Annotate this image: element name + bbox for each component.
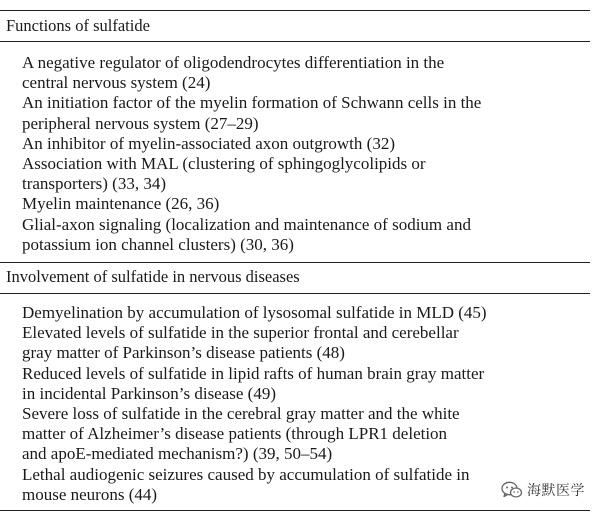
list-item-line: matter of Alzheimer’s disease patients (through LPR1 deletion xyxy=(22,424,448,444)
list-item-line: An initiation factor of the myelin formation of Schwann cells in the xyxy=(22,93,482,113)
list-item-line: Severe loss of sulfatide in the cerebral gray matter and the white xyxy=(22,404,460,424)
section-functions-title: Functions of sulfatide xyxy=(6,16,150,35)
section-divider-rule xyxy=(0,262,590,263)
watermark xyxy=(499,478,587,502)
list-item-line: potassium ion channel clusters) (30, 36) xyxy=(22,234,294,254)
list-item xyxy=(0,215,590,255)
list-item xyxy=(0,323,590,363)
list-item-line: Demyelination by accumulation of lysosomal sulfatide in MLD (45) xyxy=(22,303,487,322)
list-item-line: Myelin maintenance (26, 36) xyxy=(22,194,220,214)
list-item-line: in incidental Parkinson’s disease (49) xyxy=(22,383,277,403)
list-item-line: and apoE-mediated mechanism?) (39, 50–54) xyxy=(22,444,333,464)
section-diseases-header-rule xyxy=(0,293,590,294)
table-top-rule xyxy=(0,10,590,11)
table-bottom-rule xyxy=(0,510,590,511)
list-item-line: Glial-axon signaling (localization and maintenance of sodium and xyxy=(22,214,471,234)
list-item xyxy=(0,134,590,154)
list-item-line: gray matter of Parkinson’s disease patients (48) xyxy=(22,343,345,363)
list-item-line: Reduced levels of sulfatide in lipid rafts of human brain gray matter xyxy=(22,363,485,383)
list-item xyxy=(0,303,590,323)
list-item-line: Lethal audiogenic seizures caused by accumulation of sulfatide in xyxy=(22,464,470,484)
list-item-line: central nervous system (24) xyxy=(22,73,211,93)
list-item-line: mouse neurons (44) xyxy=(22,484,158,504)
list-item-line: A negative regulator of oligodendrocytes differentiation in the xyxy=(22,53,445,72)
list-item-line: An inhibitor of myelin-associated axon outgrowth (32) xyxy=(22,133,395,153)
watermark-text: 海默医学 xyxy=(527,483,585,499)
section-diseases-title: Involvement of sulfatide in nervous diseases xyxy=(6,267,300,286)
section-functions-header-rule xyxy=(0,41,590,42)
list-item-line: peripheral nervous system (27–29) xyxy=(22,113,259,133)
list-item xyxy=(0,53,590,93)
list-item xyxy=(0,154,590,194)
list-item xyxy=(0,364,590,404)
list-item-line: Elevated levels of sulfatide in the superior frontal and cerebellar xyxy=(22,323,459,343)
list-item-line: transporters) (33, 34) xyxy=(22,174,166,194)
diseases-list xyxy=(0,303,590,505)
functions-list xyxy=(0,53,590,255)
wechat-icon xyxy=(501,481,523,499)
list-item-line: Association with MAL (clustering of sphingoglycolipids or xyxy=(22,154,426,174)
list-item xyxy=(0,404,590,465)
list-item xyxy=(0,93,590,133)
list-item xyxy=(0,194,590,214)
